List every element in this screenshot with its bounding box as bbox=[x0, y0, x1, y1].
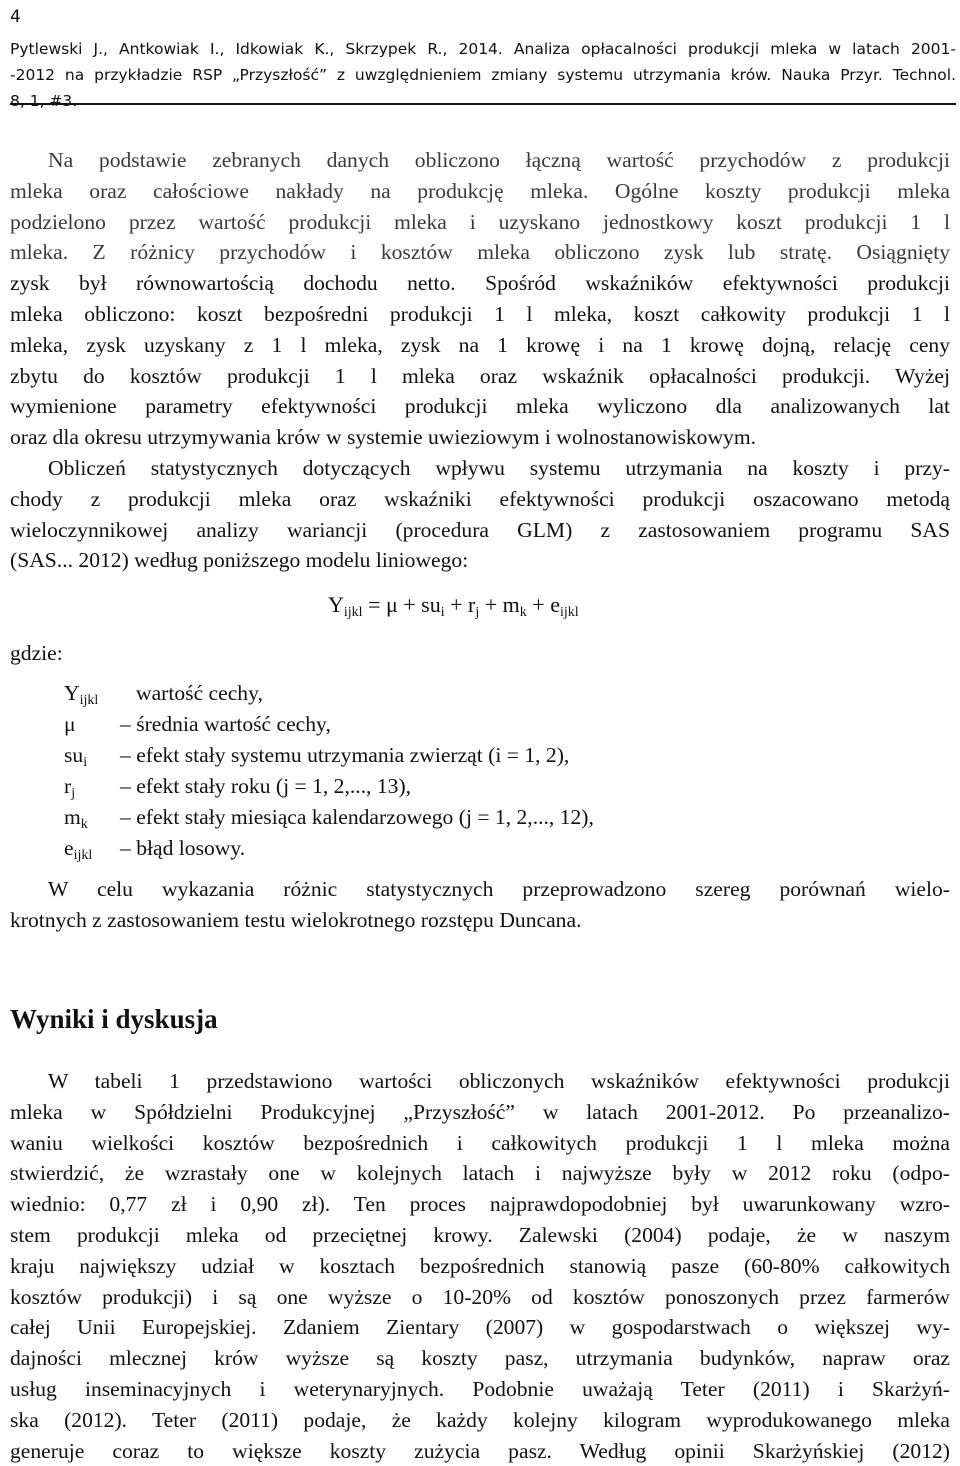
text-line: ska (2012). Teter (2011) podaje, że każdy kolejny kilogram wyprodukowanego mleka bbox=[10, 1407, 950, 1432]
paragraph-duncan bbox=[10, 874, 950, 936]
text-line: krotnych z zastosowaniem testu wielokrotnego rozstępu Duncana. bbox=[10, 907, 582, 932]
text-line: mleka oraz całościowe nakłady na produkcję mleka. Ogólne koszty produkcji mleka bbox=[10, 178, 950, 203]
text-line: podzielono przez wartość produkcji mleka i uzyskano jednostkowy koszt produkcji 1 l bbox=[10, 209, 950, 234]
document-page: 4 Pytlewski J., Antkowiak I., Idkowiak K., Skrzypek R., 2014. Analiza opłacalności produkcji mleka w latach 2001- -2012 na przykładzie RSP „Przyszłość” z uwzględnieniem zmiany systemu utrzymania krów. Nauka Przyr. Technol. 8, 1, #3. Na podstawie zebranych danych obliczono łączną wartość przychodów z produkcji mleka oraz całościowe nakłady na produkcję mleka. Ogólne koszty produkcji mleka podzielono przez wartość produkcji mleka i uzyskano jednostkowy koszt produkcji 1 l mleka. Z różnicy przychodów i kosztów mleka obliczono zysk lub stratę. Osiągnięty zysk był równowartością dochodu netto. Spośród wskaźników efektywności produkcji mleka obliczono: koszt bezpośredni produkcji 1 l mleka, koszt całkowity produkcji 1 l mleka, zysk uzyskany z 1 l mleka, zysk na 1 krowę i na 1 krowę dojną, relację ceny zbytu do kosztów produkcji 1 l mleka oraz wskaźnik opłacalności produkcji. Wyżej wymienione parametry efektywności produkcji mleka wyliczono dla analizowanych lat oraz dla okresu utrzymywania krów w systemie uwieziowym i wolnostanowiskowym. Obliczeń statystycznych dotyczących wpływu systemu utrzymania na koszty i przy- chody z produkcji mleka oraz wskaźniki efektywności produkcji oszacowano metodą wieloczynnikowej analizy wariancji (procedura GLM) z zastosowaniem programu SAS (SAS... 2012) według poniższego modelu liniowego: $Y_{ijkl} = \mu + su_i + r_j + m_k + e_{ijkl}$ gdzie: $Y_{ijkl}$ wartość cechy, μ – średnia wartość cechy, $su_i$ – efekt stały systemu utrzymania zwierząt (i = 1, 2), $r_j$ – efekt stały roku (j = 1, 2,..., 13), $m_k$ – efekt stały miesiąca kalendarzowego (j = 1, 2,..., 12), $e_{ijkl}$ – błąd losowy. W celu wykazania różnic statystycznych przeprowadzono szereg porównań wielo- krotnych z zastosowaniem testu wielokrotnego rozstępu Duncana. Wyniki i dyskusja W tabeli 1 przedstawiono wartości obliczonych wskaźników efektywności produkcji mleka w Spółdzielni Produkcyjnej „Przyszłość” w latach 2001-2012. Po przeanalizo- waniu wielkości kosztów bezpośrednich i całkowitych produkcji 1 l mleka można stwierdzić, że wzrastały one w kolejnych latach i najwyższe były w 2012 roku (odpo- wiednio: 0,77 zł i 0,90 zł). Ten proces najprawdopodobniej był uwarunkowany wzro- stem produkcji mleka od przeciętnej krowy. Zalewski (2004) podaje, że w naszym kraju największy udział w kosztach bezpośrednich stanowią pasze (60-80% całkowitych kosztów produkcji) i są one wyższe o 10-20% od kosztów ponoszonych przez farmerów całej Unii Europejskiej. Zdaniem Zientary (2007) w gospodarstwach o większej wy- dajności mlecznej krów wyższe są koszty pasz, utrzymania budynków, napraw oraz usług inseminacyjnych i weterynaryjnych. Podobnie uważają Teter (2011) i Skarżyń- ska (2012). Teter (2011) podaje, że każdy kolejny kilogram wyprodukowanego mleka generuje coraz to większe koszty zużycia pasz. Według opinii Skarżyńskiej (2012) bbox=[0, 0, 960, 1466]
text-line: stwierdzić, że wzrastały one w kolejnych latach i najwyższe były w 2012 roku (odpo- bbox=[10, 1161, 950, 1186]
text-line: Na podstawie zebranych danych obliczono łączną wartość przychodów z produkcji bbox=[48, 148, 950, 172]
text-line: mleka, zysk uzyskany z 1 l mleka, zysk na 1 krowę i na 1 krowę dojną, relację ceny bbox=[10, 332, 950, 357]
header-rule bbox=[10, 103, 956, 105]
section-heading: Wyniki i dyskusja bbox=[10, 1004, 218, 1034]
text-line: Obliczeń statystycznych dotyczących wpływu systemu utrzymania na koszty i przy- bbox=[48, 456, 950, 480]
text-line: całej Unii Europejskiej. Zdaniem Zientary (2007) w gospodarstwach o większej wy- bbox=[10, 1315, 950, 1340]
text-line: wiednio: 0,77 zł i 0,90 zł). Ten proces najprawdopodobniej był uwarunkowany wzro- bbox=[10, 1192, 950, 1217]
paragraph-results bbox=[10, 1066, 950, 1466]
model-formula: $Y_{ijkl} = \mu + su_i + r_j + m_k + e_{ijkl}$ bbox=[328, 592, 579, 620]
text-line: mleka. Z różnicy przychodów i kosztów mleka obliczono zysk lub stratę. Osiągnięty bbox=[10, 240, 950, 265]
citation-line: 8, 1, #3. bbox=[10, 92, 78, 110]
page-number: 4 bbox=[10, 7, 21, 27]
paragraph-methods bbox=[10, 145, 950, 453]
text-line: oraz dla okresu utrzymywania krów w systemie uwieziowym i wolnostanowiskowym. bbox=[10, 425, 757, 450]
text-line: mleka obliczono: koszt bezpośredni produkcji 1 l mleka, koszt całkowity produkcji 1 l bbox=[10, 301, 950, 326]
text-line: zbytu do kosztów produkcji 1 l mleka oraz wskaźnik opłacalności produkcji. Wyżej bbox=[10, 363, 950, 388]
text-line: kraju największy udział w kosztach bezpośrednich stanowią pasze (60-80% całkowitych bbox=[10, 1253, 950, 1278]
text-line: generuje coraz to większe koszty zużycia pasz. Według opinii Skarżyńskiej (2012) bbox=[10, 1438, 950, 1463]
text-line: dajności mlecznej krów wyższe są koszty pasz, utrzymania budynków, napraw oraz bbox=[10, 1346, 950, 1371]
text-line: zysk był równowartością dochodu netto. Spośród wskaźników efektywności produkcji bbox=[10, 271, 950, 296]
text-line: W celu wykazania różnic statystycznych przeprowadzono szereg porównań wielo- bbox=[48, 877, 950, 901]
text-line: usług inseminacyjnych i weterynaryjnych. Podobnie uważają Teter (2011) i Skarżyń- bbox=[10, 1376, 950, 1401]
text-line: wymienione parametry efektywności produkcji mleka wyliczono dla analizowanych lat bbox=[10, 394, 950, 419]
citation-line: Pytlewski J., Antkowiak I., Idkowiak K., Skrzypek R., 2014. Analiza opłacalności produkcji mleka w latach 2001- bbox=[10, 40, 956, 58]
text-line: chody z produkcji mleka oraz wskaźniki efektywności produkcji oszacowano metodą bbox=[10, 486, 950, 511]
text-line: stem produkcji mleka od przeciętnej krowy. Zalewski (2004) podaje, że w naszym bbox=[10, 1222, 950, 1247]
where-label: gdzie: bbox=[10, 641, 63, 665]
text-line: kosztów produkcji) i są one wyższe o 10-20% od kosztów ponoszonych przez farmerów bbox=[10, 1284, 950, 1309]
text-line: wieloczynnikowej analizy wariancji (procedura GLM) z zastosowaniem programu SAS bbox=[10, 517, 950, 542]
paragraph-statistics bbox=[10, 453, 950, 576]
text-line: waniu wielkości kosztów bezpośrednich i całkowitych produkcji 1 l mleka można bbox=[10, 1130, 950, 1155]
citation-line: -2012 na przykładzie RSP „Przyszłość” z uwzględnieniem zmiany systemu utrzymania krów. Nauka Przyr. Technol. bbox=[10, 66, 956, 84]
text-line: mleka w Spółdzielni Produkcyjnej „Przyszłość” w latach 2001-2012. Po przeanalizo- bbox=[10, 1099, 950, 1124]
text-line: (SAS... 2012) według poniższego modelu liniowego: bbox=[10, 548, 469, 573]
text-line: W tabeli 1 przedstawiono wartości obliczonych wskaźników efektywności produkcji bbox=[48, 1069, 950, 1093]
